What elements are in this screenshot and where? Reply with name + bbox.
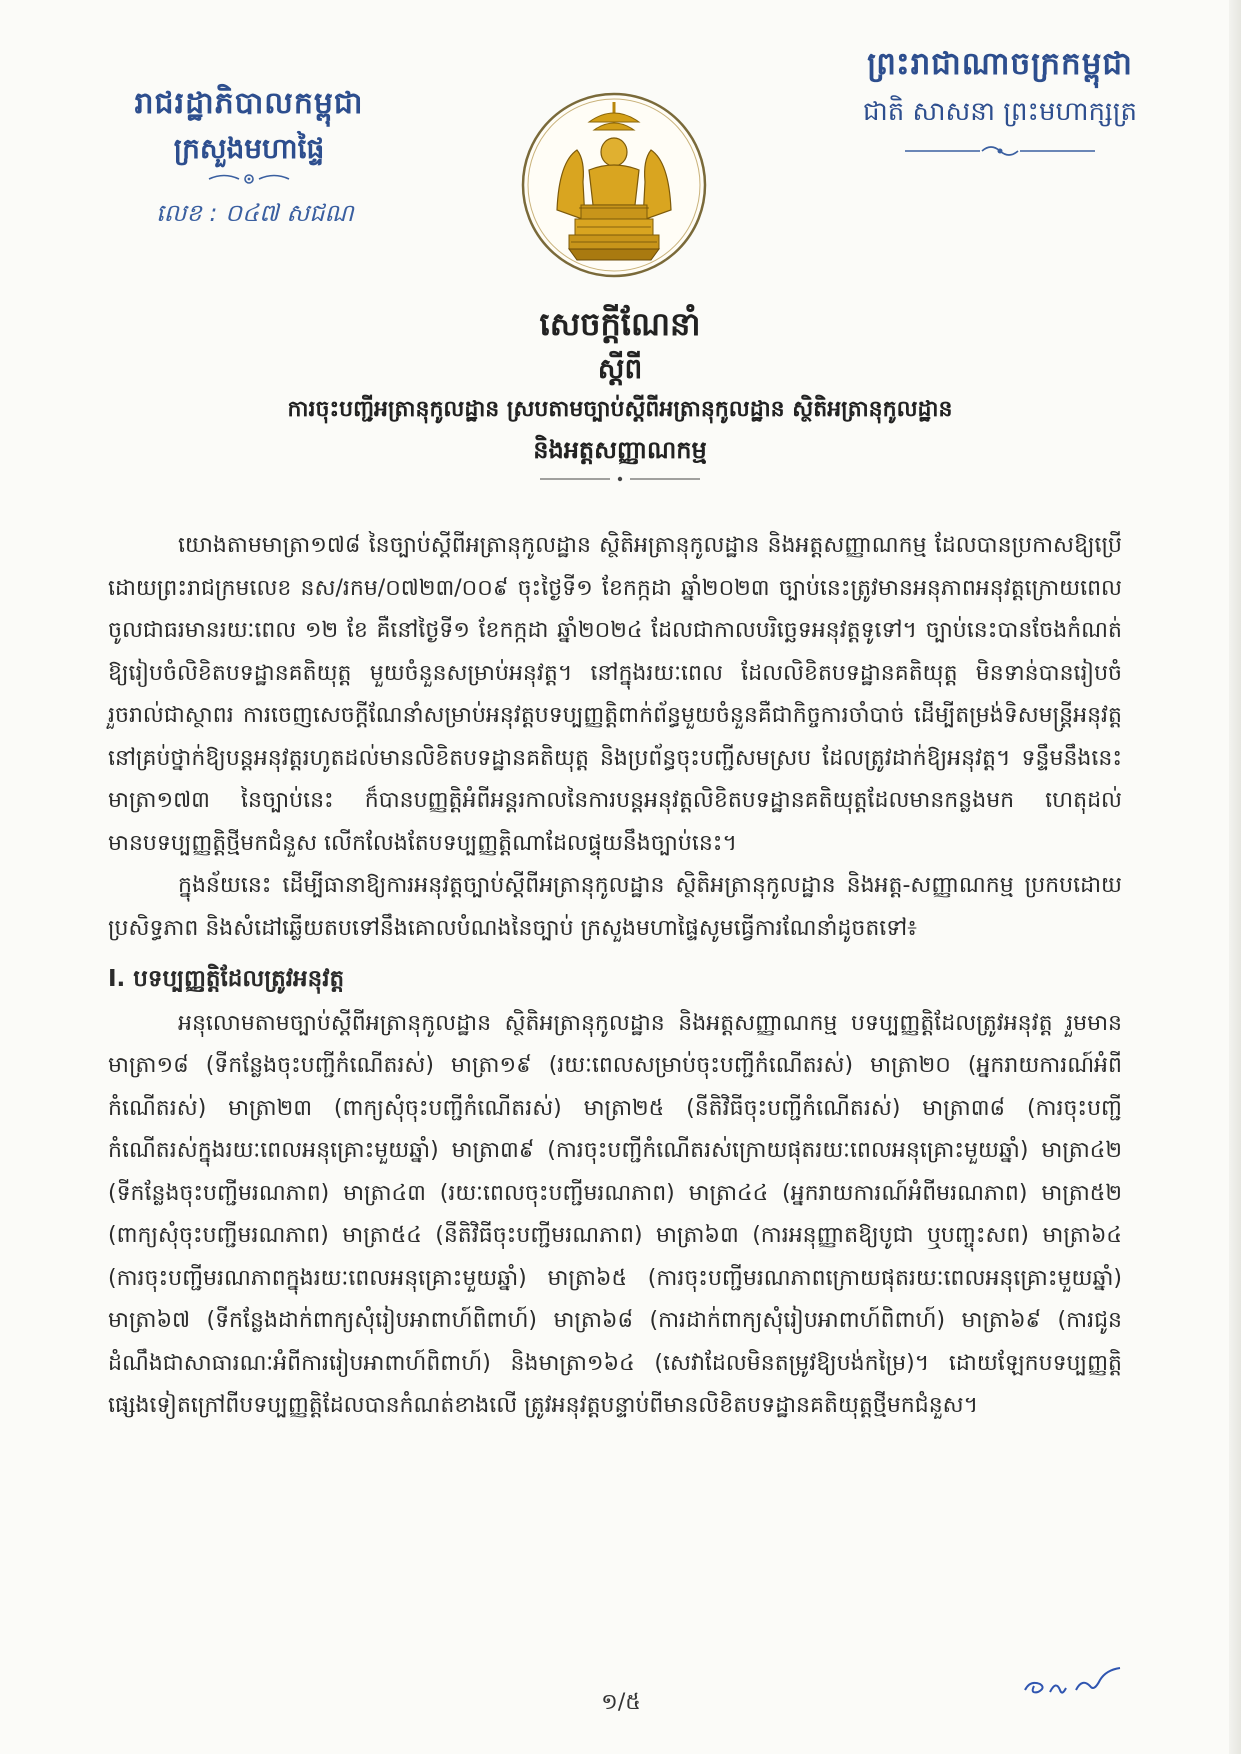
section-heading-1: I. បទប្បញ្ញត្តិដែលត្រូវអនុវត្ត (108, 966, 345, 992)
title-subject-label: ស្តីពី (597, 352, 643, 385)
ornament-icon (204, 170, 294, 188)
paragraph-1: យោងតាមមាត្រា១៧៨ នៃច្បាប់ស្តីពីអត្រានុកូលដ្ឋាន ស្ថិតិអត្រានុកូលដ្ឋាន និងអត្តសញ្ញាណកម្ម ដែលបានប្រកាសឱ្យប្រើដោយព្រះរាជក្រមលេខ នស/រកម/០៧២៣/០០៩ ចុះថ្ងៃទី១ ខែកក្កដា ឆ្នាំ២០២៣ ច្បាប់នេះត្រូវមានអនុភាពអនុវត្តក្រោយពេលចូលជាធរមានរយៈពេល ១២ ខែ គឺនៅថ្ងៃទី១ ខែកក្កដា ឆ្នាំ២០២៤ ដែលជាកាលបរិច្ឆេទអនុវត្តទូទៅ។ ច្បាប់នេះបានចែងកំណត់ ឱ្យរៀបចំលិខិតបទដ្ឋានគតិយុត្ត មួយចំនួនសម្រាប់អនុវត្ត។ នៅក្នុងរយៈពេល ដែលលិខិតបទដ្ឋានគតិយុត្ត មិនទាន់បានរៀបចំរួចរាល់ជាស្ថាពរ ការចេញសេចក្តីណែនាំសម្រាប់អនុវត្តបទប្បញ្ញត្តិពាក់ព័ន្ធមួយចំនួនគឺជាកិច្ចការចាំបាច់ ដើម្បីតម្រង់ទិសមន្ត្រីអនុវត្តនៅគ្រប់ថ្នាក់ឱ្យបន្តអនុវត្តរហូតដល់មានលិខិតបទដ្ឋានគតិយុត្ត និងប្រព័ន្ធចុះបញ្ជីសមស្រប ដែលត្រូវដាក់ឱ្យអនុវត្ត។ ទន្ទឹមនឹងនេះ មាត្រា១៧៣ នៃច្បាប់នេះ ក៏បានបញ្ញត្តិអំពីអន្តរកាលនៃការបន្តអនុវត្តលិខិតបទដ្ឋានគតិយុត្តដែលមានកន្លងមក ហេតុដល់មានបទប្បញ្ញត្តិថ្មីមកជំនួស លើកលែងតែបទប្បញ្ញត្តិណាដែលផ្ទុយនឹងច្បាប់នេះ។ (108, 533, 1122, 856)
page-number: ១/៥ (601, 1690, 641, 1715)
right-header (835, 42, 1165, 160)
paragraph-2: ក្នុងន័យនេះ ដើម្បីធានាឱ្យការអនុវត្តច្បាប់ស្តីពីអត្រានុកូលដ្ឋាន ស្ថិតិអត្រានុកូលដ្ឋាន និងអត្ត-សញ្ញាណកម្ម ប្រកបដោយប្រសិទ្ធភាព និងសំដៅឆ្លើយតបទៅនឹងគោលបំណងនៃច្បាប់ ក្រសួងមហាផ្ទៃសូមធ្វើការណែនាំដូចតទៅ៖ (108, 873, 1122, 941)
left-header (118, 82, 380, 233)
handwritten-initials-icon (1020, 1662, 1130, 1702)
national-motto: ជាតិ សាសនា ព្រះមហាក្សត្រ (863, 97, 1137, 127)
paragraph-3: អនុលោមតាមច្បាប់ស្តីពីអត្រានុកូលដ្ឋាន ស្ថិតិអត្រានុកូលដ្ឋាន និងអត្តសញ្ញាណកម្ម បទប្បញ្ញត្តិដែលត្រូវអនុវត្ត រួមមាន មាត្រា១៨ (ទីកន្លែងចុះបញ្ជីកំណើតរស់) មាត្រា១៩ (រយៈពេលសម្រាប់ចុះបញ្ជីកំណើតរស់) មាត្រា២០ (អ្នករាយការណ៍អំពីកំណើតរស់) មាត្រា២៣ (ពាក្យសុំចុះបញ្ជីកំណើតរស់) មាត្រា២៥ (នីតិវិធីចុះបញ្ជីកំណើតរស់) មាត្រា៣៨ (ការចុះបញ្ជីកំណើតរស់ក្នុងរយៈពេលអនុគ្រោះមួយឆ្នាំ) មាត្រា៣៩ (ការចុះបញ្ជីកំណើតរស់ក្រោយផុតរយៈពេលអនុគ្រោះមួយឆ្នាំ) មាត្រា៤២ (ទីកន្លែងចុះបញ្ជីមរណភាព) មាត្រា៤៣ (រយៈពេលចុះបញ្ជីមរណភាព) មាត្រា៤៤ (អ្នករាយការណ៍អំពីមរណភាព) មាត្រា៥២ (ពាក្យសុំចុះបញ្ជីមរណភាព) មាត្រា៥៤ (នីតិវិធីចុះបញ្ជីមរណភាព) មាត្រា៦៣ (ការអនុញ្ញាតឱ្យបូជា ឬបញ្ចុះសព) មាត្រា៦៤ (ការចុះបញ្ជីមរណភាពក្នុងរយៈពេលអនុគ្រោះមួយឆ្នាំ) មាត្រា៦៥ (ការចុះបញ្ជីមរណភាពក្រោយផុតរយៈពេលអនុគ្រោះមួយឆ្នាំ) មាត្រា៦៧ (ទីកន្លែងដាក់ពាក្យសុំរៀបអាពាហ៍ពិពាហ៍) មាត្រា៦៨ (ការដាក់ពាក្យសុំរៀបអាពាហ៍ពិពាហ៍) មាត្រា៦៩ (ការជូនដំណឹងជាសាធារណៈអំពីការរៀបអាពាហ៍ពិពាហ៍) និងមាត្រា១៦៤ (សេវាដែលមិនតម្រូវឱ្យបង់កម្រៃ)។ ដោយឡែកបទប្បញ្ញត្តិផ្សេងទៀតក្រៅពីបទប្បញ្ញត្តិដែលបានកំណត់ខាងលើ ត្រូវអនុវត្តបន្ទាប់ពីមានលិខិតបទដ្ឋានគតិយុត្តថ្មីមកជំនួស។ (108, 1010, 1122, 1418)
royal-emblem-seal-icon (519, 90, 709, 280)
divider-ornament-icon (900, 142, 1100, 160)
title-divider-icon (540, 474, 700, 484)
scan-edge (1229, 0, 1241, 1754)
document-body (108, 525, 1122, 1428)
ministry-name: ក្រសួងមហាផ្ទៃ (173, 132, 325, 165)
document-title: សេចក្តីណែនាំ (539, 305, 701, 343)
document-title-block (150, 300, 1090, 484)
kingdom-name: ព្រះរាជាណាចក្រកម្ពុជា (867, 46, 1133, 82)
title-subject-line-1: ការចុះបញ្ជីអត្រានុកូលដ្ឋាន ស្របតាមច្បាប់ស្តីពីអត្រានុកូលដ្ឋាន ស្ថិតិអត្រានុកូលដ្ឋាន (287, 397, 953, 422)
title-subject-line-2: និងអត្តសញ្ញាណកម្ម (533, 436, 707, 464)
government-name: រាជរដ្ឋាភិបាលកម្ពុជា (134, 86, 364, 121)
reference-number: លេខ : ០៤៧ សជណ (156, 199, 354, 227)
